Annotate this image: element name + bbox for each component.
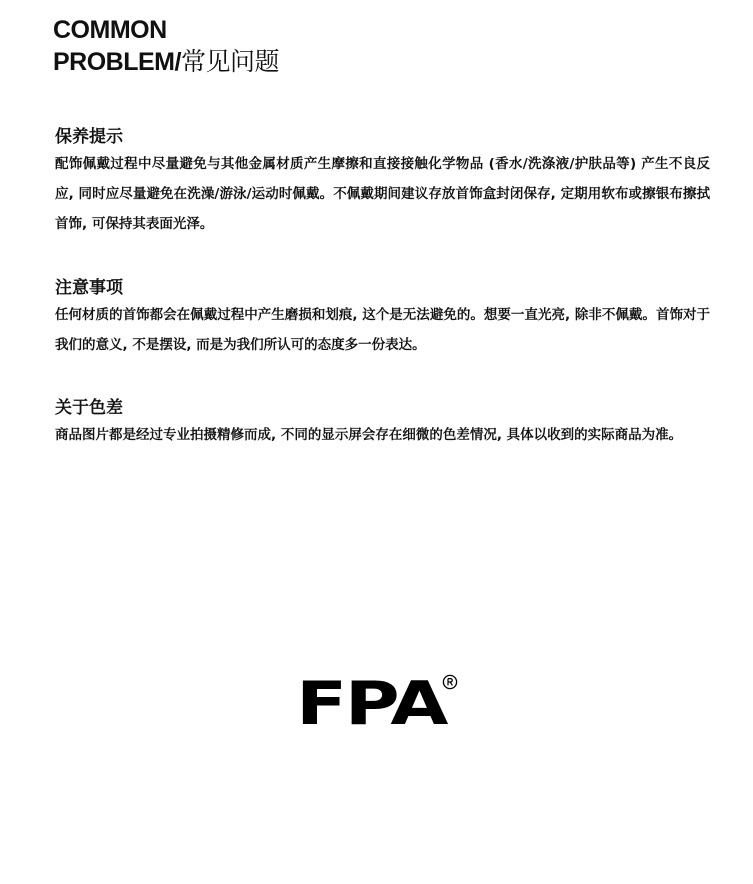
care-tips-body: 配饰佩戴过程中尽量避免与其他金属材质产生摩擦和直接接触化学物品 (香水/洗涤液/护肤品等) 产生不良反应, 同时应尽量避免在洗澡/游泳/运动时佩戴。不佩戴期间建议存放首饰盒封闭保存, 定期用软布或擦银布擦拭首饰, 可保持其表面光泽。 [55, 156, 710, 232]
brand-logo [296, 669, 466, 739]
notes-body: 任何材质的首饰都会在佩戴过程中产生磨损和划痕, 这个是无法避免的。想要一直光亮, 除非不佩戴。首饰对于我们的意义, 不是摆设, 而是为我们所认可的态度多一份表达。 [55, 307, 710, 353]
brand-logo-text: FPA [296, 669, 446, 739]
notes-heading: 注意事项 [55, 278, 123, 298]
page-title-chinese: 常见问题 [180, 48, 279, 76]
color-difference-section [55, 397, 710, 450]
notes-section [55, 277, 710, 360]
page-title [53, 14, 693, 78]
page-title-english: PROBLEM/ [53, 48, 181, 76]
color-difference-body: 商品图片都是经过专业拍摄精修而成, 不同的显示屏会存在细微的色差情况, 具体以收到的实际商品为准。 [55, 427, 683, 443]
care-tips-section [55, 126, 710, 239]
color-difference-heading: 关于色差 [55, 398, 123, 418]
page-title-line-2 [53, 46, 693, 78]
registered-mark-icon [442, 674, 458, 690]
care-tips-heading: 保养提示 [55, 127, 123, 147]
page-title-line-1: COMMON [53, 16, 167, 44]
